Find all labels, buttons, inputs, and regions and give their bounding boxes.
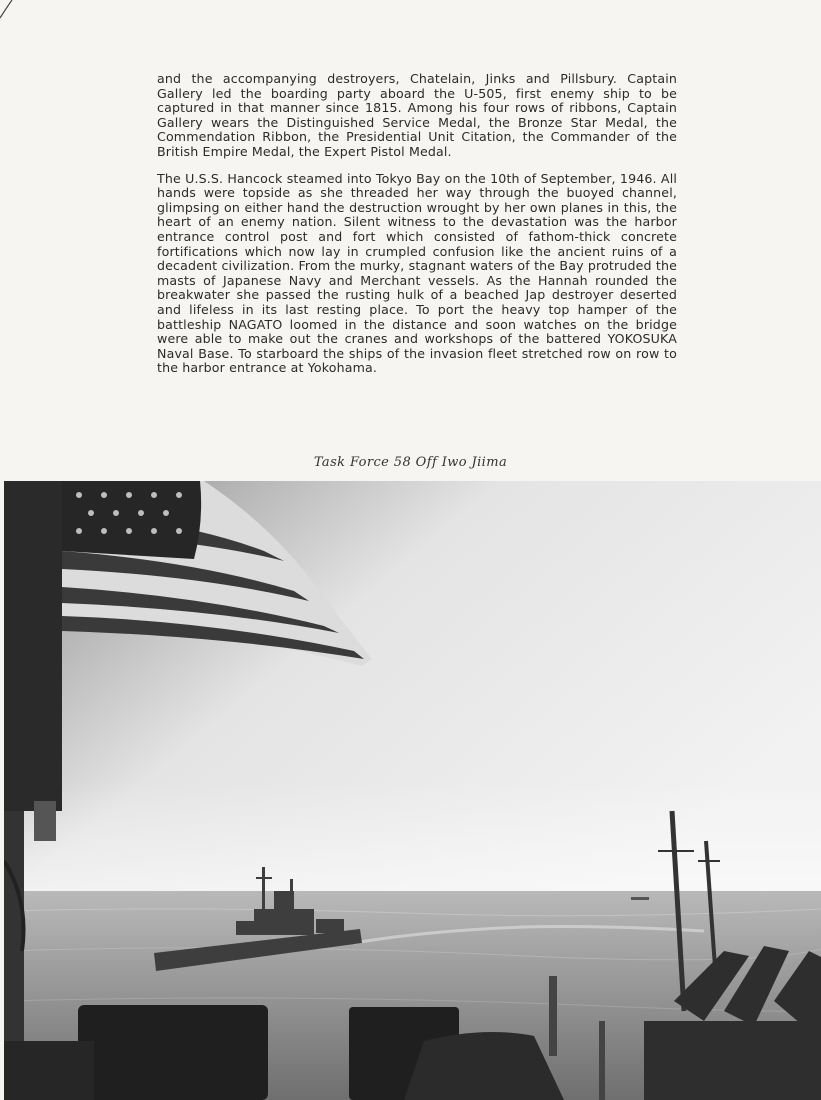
body-text (157, 72, 677, 388)
mast-left (4, 481, 62, 811)
paragraph-1: and the accompanying destroyers, Chatelain, Jinks and Pillsbury. Captain Gallery led the boarding party aboard the U-505, first enemy ship to be captured in that manner since 1815. Among his four rows of ribbons, Captain Gallery wears the Distinguished Service Medal, the Bronze Star Medal, the Commendation Ribbon, the Presidential Unit Citation, the Commander of the British Empire Medal, the Expert Pistol Medal. (157, 71, 677, 159)
warship-photograph (4, 481, 821, 1100)
photo-caption: Task Force 58 Off Iwo Jiima (313, 455, 508, 470)
corner-pen-mark (0, 0, 14, 20)
paragraph-2: The U.S.S. Hancock steamed into Tokyo Bay on the 10th of September, 1946. All hands were topside as she threaded her way through the buoyed channel, glimpsing on either hand the destruction wrought by her own planes in this, the heart of an enemy nation. Silent witness to the devastation was the harbor entrance control post and fort which consisted of fathom-thick concrete fortifications which now lay in crumpled confusion like the ancient ruins of a decadent civilization. From the murky, stagnant waters of the Bay protruded the masts of Japanese Navy and Merchant vessels. As the Hannah rounded the breakwater she passed the rusting hulk of a beached Jap destroyer deserted and lifeless in its last resting place. To port the heavy top hamper of the battleship NAGATO loomed in the distance and soon watches on the bridge were able to make out the cranes and workshops of the battered YOKOSUKA Naval Base. To starboard the ships of the invasion fleet stretched row on row to the harbor entrance at Yokohama. (157, 170, 677, 376)
